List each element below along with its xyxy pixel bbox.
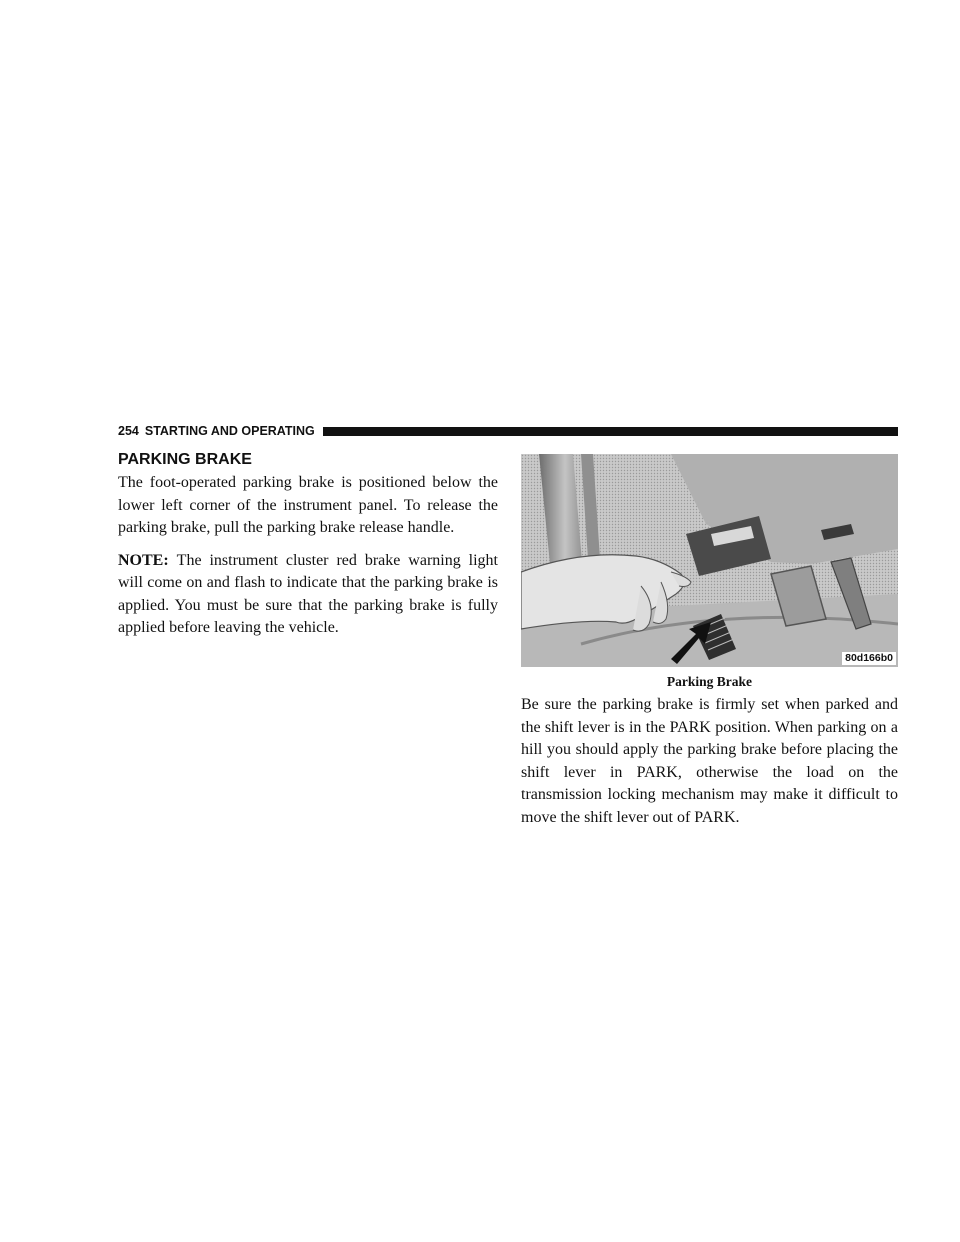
parking-brake-image — [521, 454, 898, 667]
right-column — [521, 454, 898, 839]
figure-id-label: 80d166b0 — [842, 652, 896, 665]
park-paragraph: Be sure the parking brake is firmly set when parked and the shift lever is in the PARK position. When parking on a hill you should apply the parking brake before placing the shift lever in PARK, otherwise the load on the transmission locking mechanism may make it difficult to move the shift lever out of PARK. — [521, 696, 898, 826]
intro-paragraph: The foot-operated parking brake is positioned below the lower left corner of the instrument panel. To release the parking brake, pull the parking brake release handle. — [118, 474, 498, 536]
left-column — [118, 451, 498, 650]
section-title: STARTING AND OPERATING — [144, 424, 315, 438]
page-number: 254 — [118, 424, 139, 438]
header-rule — [323, 427, 898, 436]
note-text: The instrument cluster red brake warning light will come on and flash to indicate that the parking brake is applied. You must be sure that the parking brake is fully applied before leaving the vehicle. — [118, 551, 498, 636]
note-paragraph — [118, 550, 498, 640]
page-header — [118, 421, 898, 441]
figure-caption: Parking Brake — [666, 674, 753, 689]
parking-brake-illustration — [521, 454, 898, 667]
section-heading: PARKING BRAKE — [118, 451, 252, 468]
note-label: NOTE: — [118, 551, 169, 569]
